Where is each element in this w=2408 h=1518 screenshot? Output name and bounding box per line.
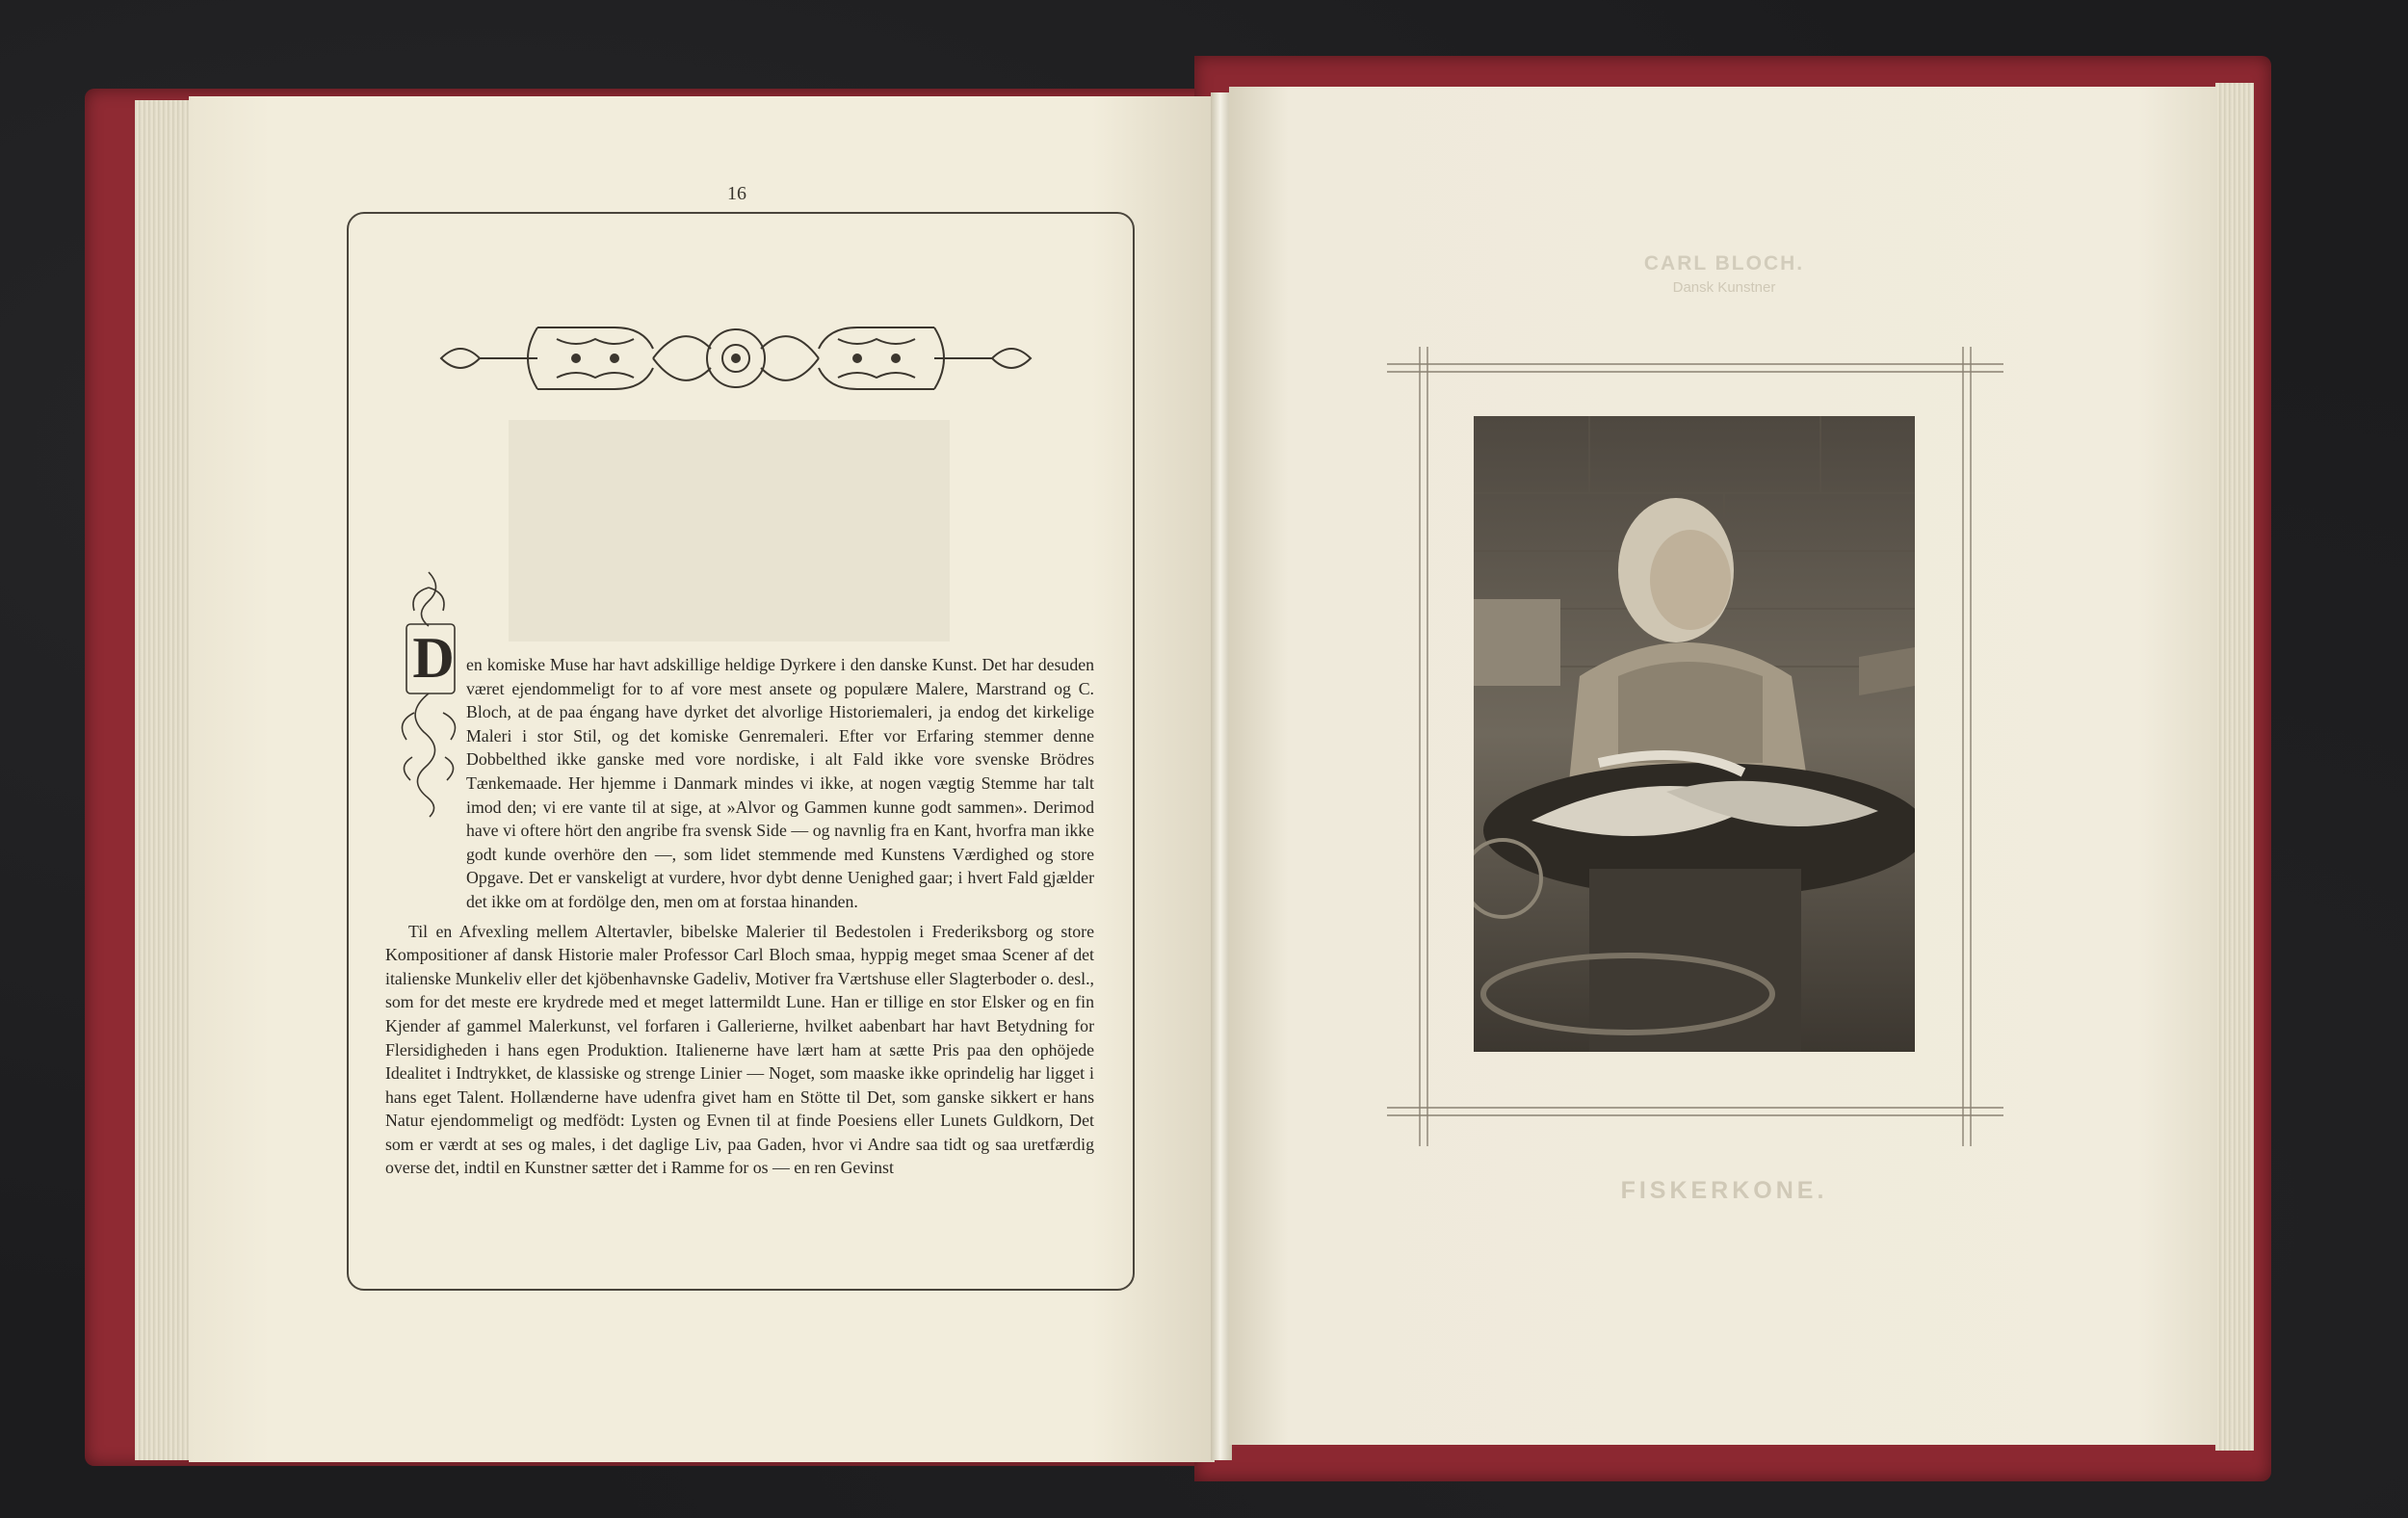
header-ornament-icon	[432, 310, 1040, 406]
fisherwoman-photograph	[1474, 416, 1915, 1052]
paragraph-1	[385, 653, 1094, 914]
photo-title-caption: FISKERKONE.	[1620, 1177, 1828, 1204]
paragraph-2: Til en Afvexling mellem Altertavler, bibelske Malerier til Bedestolen i Frederiksborg og store Kompositioner af dansk Historie maler Professor Carl Bloch smaa, hyppig meget smaa Scener af det italienske Munkeliv eller det kjöbenhavnske Gadeliv, Motiver fra Værtshuse eller Slagterboder o. desl., som for det meste ere krydrede med et meget lattermildt Lune. Han er tillige en stor Elsker og en fin Kjender af gammel Malerkunst, vel forfaren i Gallerierne, hvilket aabenbart har havt Betydning for Flersidigheden i hans egen Produktion. Italienerne have lært ham at sætte Pris paa den ophöjede Idealitet i Indtrykket, de klassiske og strenge Linier — Noget, som maaske ikke oprindelig har ligget i hans eget Talent. Hollænderne have udenfra givet ham en Stötte til Det, som ganske sikkert er hans Natur ejendommeligt og medfödt: Lysten og Evnen til at finde Poesiens eller Lunets Guldkorn, Det som er værdt at ses og males, i det daglige Liv, paa Gaden, hvor vi Andre saa tidt og saa uretfærdig overse det, indtil en Kunstner sætter det i Ramme for os — en ren Gevinst	[385, 921, 1094, 1178]
paragraph-1-text: en komiske Muse har havt adskillige heldige Dyrkere i den danske Kunst. Det har desuden været ejendommeligt for to af vore mest ansete og populære Malere, Marstrand og C. Bloch, at de paa éngang have dyrket det alvorlige Historiemaleri, ja endog det kirkelige Maleri i stor Stil, og det komiske Genremaleri. Efter vor Erfaring stemmer denne Dobbelthed ikke ganske med vore nordiske, i alt Fald ikke vore svenske Brödres Tænkemaade. Her hjemme i Danmark mindes vi ikke, at nogen vægtig Stemme har talt imod den; vi ere vante til at sige, at »Alvor og Gammen kunne godt sammen». Derimod have vi oftere hört den angribe fra svensk Side — og navnlig fra en Kant, hvorfra man ikke godt kunde overhöre den —, som lidet stemmende med Kunstens Værdighed og store Opgave. Det er vanskeligt at vurdere, hvor dybt denne Uenighed gaar; i hvert Fald gjælder det ikke om at fordölge den, men om at forstaa hinanden.	[466, 655, 1094, 911]
artist-caption: CARL BLOCH.	[1643, 252, 1805, 275]
page-number: 16	[727, 183, 746, 204]
drop-cap-letter: D	[412, 626, 455, 690]
article-body	[385, 653, 1094, 1269]
page-edges-right	[2215, 83, 2254, 1451]
page-edges-left	[135, 100, 193, 1460]
artist-subtitle: Dansk Kunstner	[1672, 279, 1776, 296]
show-through-shadow	[509, 420, 950, 641]
